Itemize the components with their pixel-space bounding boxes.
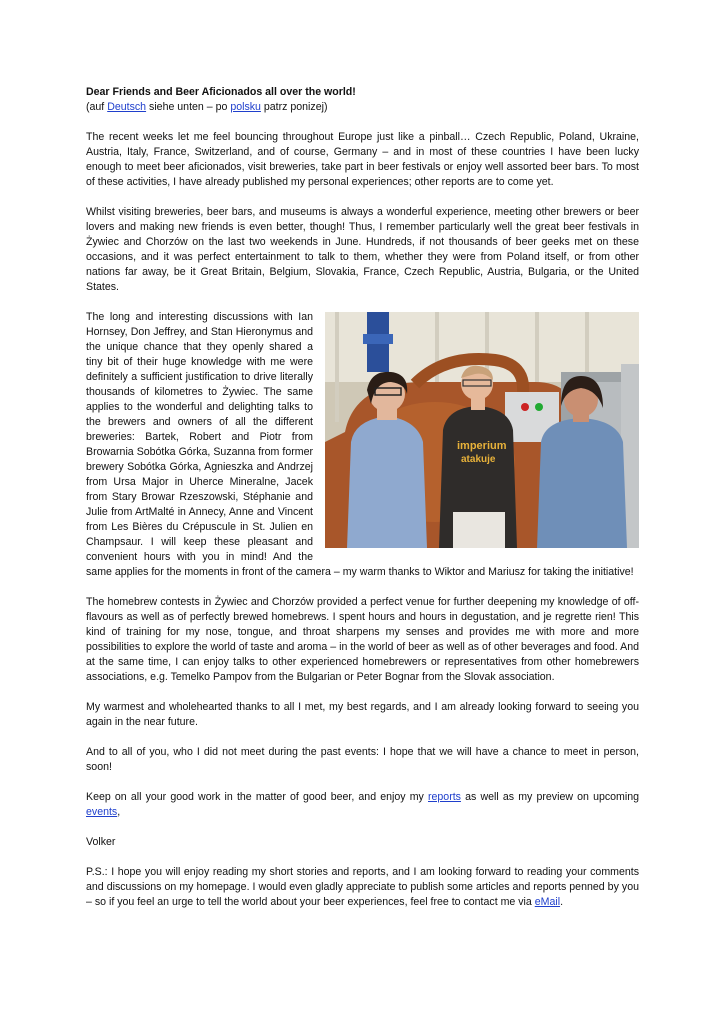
ps-prefix: P.S.: I hope you will enjoy reading my short stories and reports, and I am looking forward to reading your comments and discussions on my homepage. I would even gladly appreciate to publish some articles and reports penned by you – so if you feel an urge to tell the world about your beer experiences, feel free to contact me via xyxy=(86,866,639,908)
language-links xyxy=(86,100,639,115)
brewery-photo-illustration xyxy=(325,312,639,548)
paragraph-discussions: The long and interesting discussions with Ian Hornsey, Don Jeffrey, and Stan Hieronymus and the unique chance that they openly shared a tiny bit of their huge knowledge with me were definitely a sufficient justification to drive literally thousands of kilometres to Żywiec. The same applies to the wonderful and delighting talks to the brewers and owners of all the different breweries: Bartek, Robert and Piotr from Browarnia Sobótka Górka, Suzanna from former brewery Sobótka Górka, Agnieszka and Andrzej from Ursa Major in Uherce Mineralne, Jacek from Stary Browar Rzeszowski, Stéphanie and Julie from ArtMalté in Annecy, Anne and Vincent from Les Bières du Crépuscule in St. Julien en Champsaur. I will keep these pleasant and convenient hours with you in mind! And the same applies for the moments in front of the camera – my warm thanks to Wiktor and Mariusz for taking the initiative! xyxy=(86,311,634,578)
document-page xyxy=(86,85,639,925)
paragraph-homebrew: The homebrew contests in Żywiec and Chorzów provided a perfect venue for further deepening my knowledge of off-flavours as well as of perfectly brewed homebrews. I spent hours and hours in degustation, and je regrette rien! This kind of training for my nose, tongue, and throat sharpens my senses and provides me with more and more possibilities to explore the world of taste and aroma – in the world of beer as well as of other beverages and food. And at the same time, I can enjoy talks to other experienced homebrewers or representatives from other homebrewers associations, e.g. Temelko Pampov from the Bulgarian or Peter Bognar from the Slovak association. xyxy=(86,596,639,683)
shirt-text-1: imperium xyxy=(457,440,507,452)
paragraph-thanks: My warmest and wholehearted thanks to all I met, my best regards, and I am already looking forward to seeing you again in the near future. xyxy=(86,701,639,728)
paragraph-keep-on xyxy=(86,790,639,820)
brewery-photo xyxy=(325,312,639,548)
paragraph-meet: And to all of you, who I did not meet during the past events: I hope that we will have a chance to meet in person, soon! xyxy=(86,746,639,773)
signature: Volker xyxy=(86,836,116,848)
ps-suffix: . xyxy=(560,896,564,908)
link-events[interactable]: events xyxy=(86,806,118,818)
paragraph-ps xyxy=(86,865,639,910)
keep-on-prefix: Keep on all your good work in the matter of good beer, and enjoy my xyxy=(86,791,428,803)
subtitle-prefix: (auf xyxy=(86,101,108,113)
link-deutsch[interactable]: Deutsch xyxy=(107,101,147,113)
shirt-text-2: atakuje xyxy=(461,454,496,465)
subtitle-suffix: patrz ponizej) xyxy=(260,101,328,113)
paragraph-festivals: Whilst visiting breweries, beer bars, and museums is always a wonderful experience, meeting other brewers or beer lovers and making new friends is even better, though! Thus, I remember particularly well the great beer festivals in Żywiec and Chorzów on the last two weekends in June. Hundreds, if not thousands of beer geeks met on these occasions, and it was perfect entertainment to talk to them, whether they were from Poland itself, or from other nations far away, be it Great Britain, Belgium, Slovakia, France, Czech Republic, Austria, Bulgaria, or the United States. xyxy=(86,206,639,293)
link-reports[interactable]: reports xyxy=(428,791,461,803)
paragraph-pinball: The recent weeks let me feel bouncing throughout Europe just like a pinball… Czech Republic, Poland, Ukraine, Austria, Italy, France, Switzerland, and of course, Germany – and in most of these countries I have been lucky enough to meet beer aficionados, visit breweries, take part in beer festivals or enjoy well assorted beer bars. To most of these activities, I have already published my personal experiences; other reports are to come yet. xyxy=(86,131,639,188)
link-email[interactable]: eMail xyxy=(534,896,561,908)
keep-on-middle: as well as my preview on upcoming xyxy=(460,791,639,803)
subtitle-middle: siehe unten – po xyxy=(146,101,231,113)
link-polsku[interactable]: polsku xyxy=(230,101,261,113)
letter-title: Dear Friends and Beer Aficionados all over the world! xyxy=(86,86,356,98)
keep-on-suffix: , xyxy=(117,806,121,818)
